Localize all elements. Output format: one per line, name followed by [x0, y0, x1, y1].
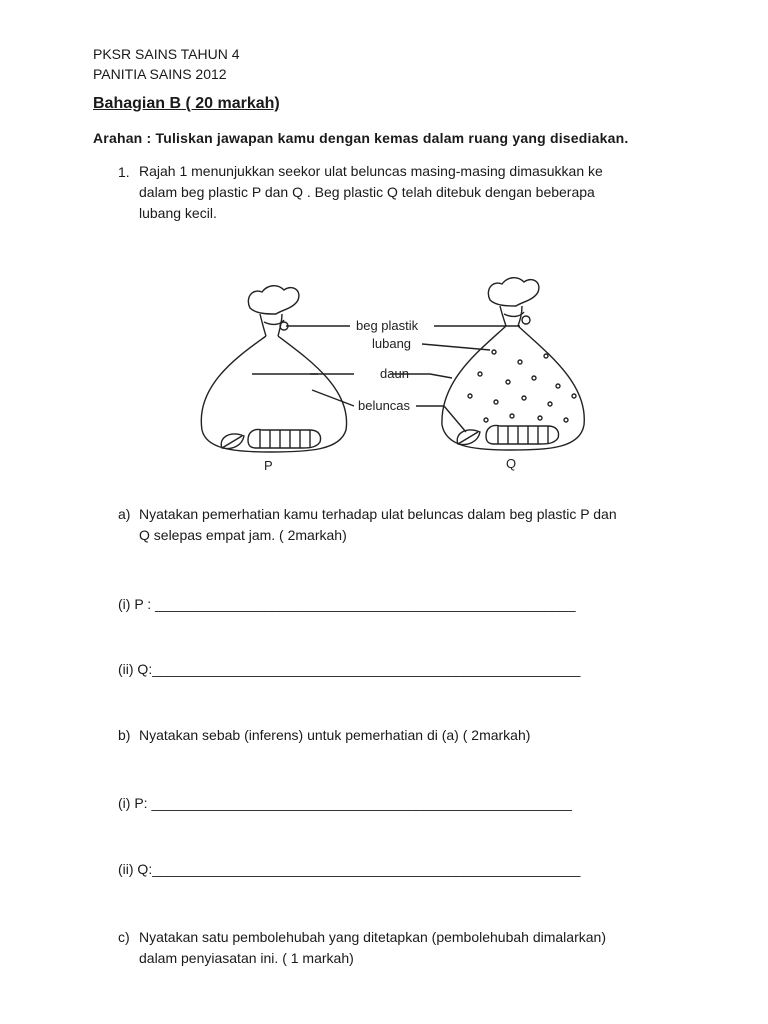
part-c-text-line-2: dalam penyiasatan ini. ( 1 markah) [139, 950, 354, 966]
label-bag-p: P [264, 458, 273, 473]
answer-b-ii[interactable]: (ii) Q:_______________________________________________________ [118, 861, 581, 877]
part-a-text-line-1: Nyatakan pemerhatian kamu terhadap ulat beluncas dalam beg plastic P dan [139, 506, 617, 522]
part-b-label: b) [118, 727, 131, 743]
label-lubang: lubang [372, 336, 412, 351]
answer-a-i[interactable]: (i) P : ______________________________________________________ [118, 596, 576, 612]
label-daun: daun [380, 366, 409, 381]
label-beluncas: beluncas [358, 398, 411, 413]
label-beg-plastik: beg plastik [356, 318, 419, 333]
part-c-label: c) [118, 929, 130, 945]
question-text-line-2: dalam beg plastic P dan Q . Beg plastic Q telah ditebuk dengan beberapa [139, 184, 595, 200]
question-text-line-1: Rajah 1 menunjukkan seekor ulat beluncas masing-masing dimasukkan ke [139, 163, 603, 179]
bag-p [201, 286, 346, 452]
caterpillar-p-icon [248, 429, 321, 448]
part-a-text-line-2: Q selepas empat jam. ( 2markah) [139, 527, 347, 543]
caterpillar-q-icon [486, 425, 559, 444]
label-bag-q: Q [506, 456, 517, 471]
part-a-label: a) [118, 506, 131, 522]
part-b-text: Nyatakan sebab (inferens) untuk pemerhatian di (a) ( 2markah) [139, 727, 531, 743]
plastic-bag-diagram [190, 270, 610, 490]
question-number: 1. [118, 164, 130, 180]
hole-dots [468, 350, 576, 422]
instruction-text: Arahan : Tuliskan jawapan kamu dengan kemas dalam ruang yang disediakan. [93, 130, 629, 146]
section-title: Bahagian B ( 20 markah) [93, 95, 280, 112]
header-panel-line: PANITIA SAINS 2012 [93, 66, 227, 82]
question-text-line-3: lubang kecil. [139, 205, 217, 221]
answer-a-ii[interactable]: (ii) Q:_______________________________________________________ [118, 661, 581, 677]
part-c-text-line-1: Nyatakan satu pembolehubah yang ditetapkan (pembolehubah dimalarkan) [139, 929, 606, 945]
header-school-line: PKSR SAINS TAHUN 4 [93, 46, 240, 62]
answer-b-i[interactable]: (i) P: ______________________________________________________ [118, 795, 572, 811]
bag-q [442, 278, 584, 450]
